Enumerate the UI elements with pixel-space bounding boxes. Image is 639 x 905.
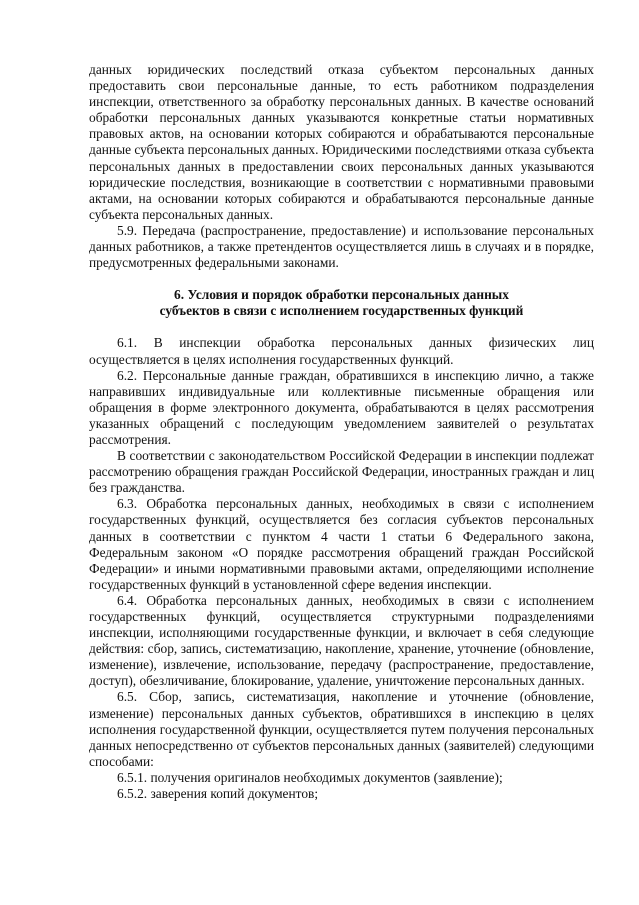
paragraph-6-2: 6.2. Персональные данные граждан, обратившихся в инспекцию лично, а также направивших индивидуальные или коллективные письменные обращения или обращения в форме электронного документа, обрабатываются в целях рассмотрения указанных обращений с последующим уведомлением заявителей о результатах рассмотрения. — [89, 367, 594, 447]
paragraph-6-5: 6.5. Сбор, запись, систематизация, накопление и уточнение (обновление, изменение) персональных данных субъектов, обратившихся в инспекцию в целях исполнения государственной функции, осуществляется путем получения персональных данных непосредственно от субъектов персональных данных (заявителей) следующими способами: — [89, 689, 594, 769]
spacer — [89, 271, 594, 287]
paragraph-continuation: данных юридических последствий отказа субъектом персональных данных предоставить свои персональные данные, то есть работником подразделения инспекции, ответственного за обработку персональных данных. В качестве оснований обработки персональных данных указываются конкретные статьи нормативных правовых актов, на основании которых собираются и обрабатываются персональные данные субъекта персональных данных. Юридическими последствиями отказа субъекта персональных данных в предоставлении своих персональных данных указываются юридические последствия, возникающие в соответствии с нормативными правовыми актами, на основании которых собираются и обрабатываются персональные данные субъекта персональных данных. — [89, 62, 594, 222]
paragraph-6-1: 6.1. В инспекции обработка персональных данных физических лиц осуществляется в целях исполнения государственных функций. — [89, 335, 594, 367]
list-item-6-5-1: 6.5.1. получения оригиналов необходимых документов (заявление); — [117, 769, 503, 785]
list-item-6-5-2: 6.5.2. заверения копий документов; — [117, 786, 319, 802]
spacer — [89, 319, 594, 335]
paragraph-6-4: 6.4. Обработка персональных данных, необходимых в связи с исполнением государственных функций, осуществляется структурными подразделениями инспекции, исполняющими государственные функции, и включает в себя следующие действия: сбор, запись, систематизацию, накопление, хранение, уточнение (обновление, изменение), извлечение, использование, передачу (распространение, предоставление, доступ), обезличивание, блокирование, удаление, уничтожение персональных данных. — [89, 592, 594, 689]
paragraph-6-3: 6.3. Обработка персональных данных, необходимых в связи с исполнением государственных функций, осуществляется без согласия субъектов персональных данных в соответствии с пунктом 4 части 1 статьи 6 Федерального закона, Федеральным законом «О порядке рассмотрения обращений граждан Российской Федерации» и иными нормативными правовыми актами, определяющими исполнение государственных функций в установленной сфере ведения инспекции. — [89, 496, 594, 592]
section-6-heading-line-1: 6. Условия и порядок обработки персональных данных — [174, 287, 509, 303]
section-6-heading-line-2: субъектов в связи с исполнением государственных функций — [159, 303, 524, 319]
document-body — [89, 62, 594, 802]
paragraph-5-9: 5.9. Передача (распространение, предоставление) и использование персональных данных работников, а также претендентов осуществляется лишь в случаях и в порядке, предусмотренных федеральными законами. — [89, 222, 594, 271]
paragraph-6-2-continued: В соответствии с законодательством Российской Федерации в инспекции подлежат рассмотрению обращения граждан Российской Федерации, иностранных граждан и лиц без гражданства. — [89, 448, 594, 496]
